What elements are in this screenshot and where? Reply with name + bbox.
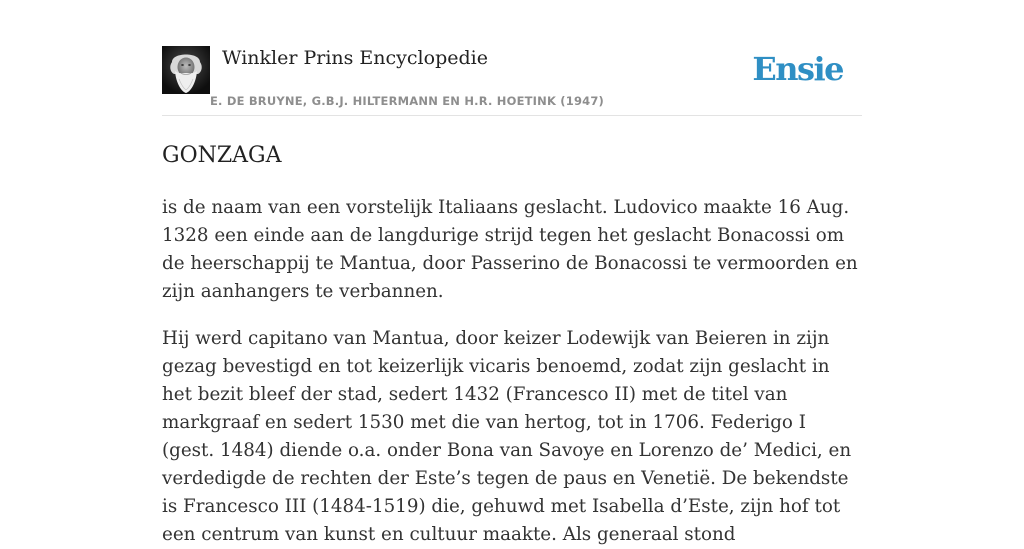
article-paragraph: is de naam van een vorstelijk Italiaans geslacht. Ludovico maakte 16 Aug. 1328 een einde aan de langdurige strijd tegen het geslacht Bonacossi om de heerschappij te Mantua, door Passerino de Bonacossi te vermoorden en zijn aanhangers te verbannen. — [162, 197, 858, 302]
page — [162, 0, 862, 549]
author-byline: E. DE BRUYNE, G.B.J. HILTERMANN EN H.R. HOETINK (1947) — [210, 94, 605, 108]
avatar — [162, 46, 210, 94]
article-body — [162, 194, 862, 549]
article — [162, 142, 862, 549]
site-header — [162, 46, 862, 116]
ensie-logo-link[interactable]: Ensie — [752, 50, 843, 88]
article-paragraph: Hij werd capitano van Mantua, door keizer Lodewijk van Beieren in zijn gezag bevestigd en tot keizerlijk vicaris benoemd, zodat zijn geslacht in het bezit bleef der stad, sedert 1432 (Francesco II) met de titel van markgraaf en sedert 1530 met die van hertog, tot in 1706. Federigo I (gest. 1484) diende o.a. onder Bona van Savoye en Lorenzo de’ Medici, en verdedigde de rechten der Este’s tegen de paus en Venetië. De bekendste is Francesco III (1484-1519) die, gehuwd met Isabella d’Este, zijn hof tot een centrum van kunst en cultuur maakte. Als generaal stond — [162, 328, 852, 545]
article-title: GONZAGA — [162, 143, 282, 168]
site-title[interactable]: Winkler Prins Encyclopedie — [222, 47, 488, 69]
bearded-portrait-icon — [162, 46, 210, 94]
